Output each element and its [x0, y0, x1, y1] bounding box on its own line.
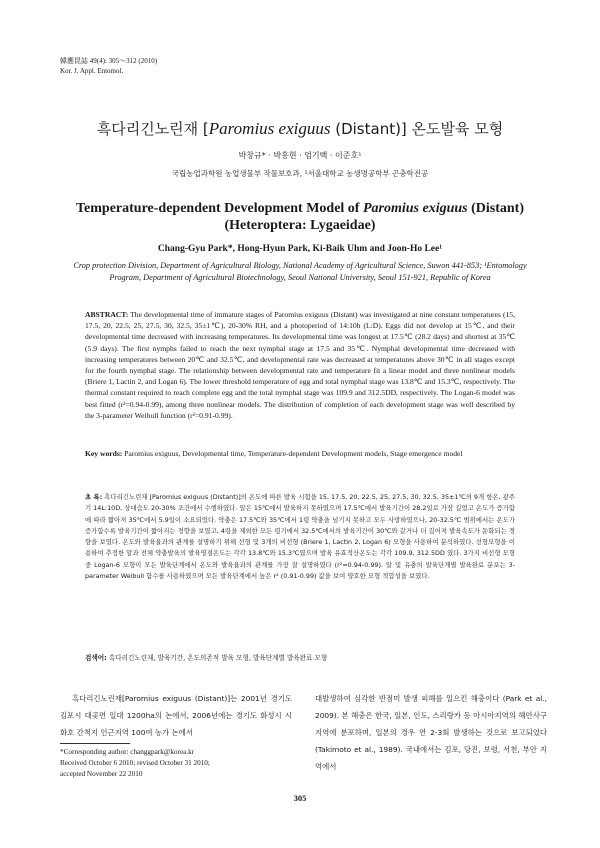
keywords-text: Paromius exiguus, Developmental time, Temperature-dependent Development models, Stage emergence model	[124, 449, 463, 458]
korean-title-after: (Distant)] 온도발육 모형	[330, 120, 504, 138]
corresponding-author: *Corresponding author: changgpark@korea.kr	[60, 748, 195, 756]
received-date: Received October 6 2010; revised October 31 2010;	[60, 758, 210, 767]
body-left-column: 흑다리긴노린재[Paromius exiguus (Distant)]는 2001년 경기도 김포시 대곶면 일대 1200ha의 논에서, 2006년에는 경기도 화성시 시화호 간척지 인근지역 100여 농가 논에서	[60, 694, 292, 737]
korean-abstract-label: 초 록:	[85, 493, 103, 501]
korean-title-before: 흑다리긴노린재 [	[96, 120, 209, 138]
abstract	[85, 309, 515, 421]
english-title-species: Paromius exiguus	[362, 201, 468, 216]
keywords	[85, 448, 515, 459]
accepted-date: accepted November 22 2010	[60, 769, 143, 778]
body-right-column: 대발생하여 심각한 반점미 발생 피해를 일으킨 해충이다 (Park et al., 2009). 본 해충은 한국, 일본, 인도, 스리랑카 등 아시아지역의 해안사구 지역에 분포하며, 일본의 경우 연 2-3회 발생하는 것으로 보고되었다 (Takimoto et al., 1989). 국내에서는 김포, 당진, 보령, 서천, 부안 지역에서	[315, 694, 547, 771]
korean-abstract-text: 흑다리긴노린재 [Paromius exiguus (Distant)]의 온도에 따른 발육 시험을 15, 17.5, 20, 22.5, 25, 27.5, 30, 32.5, 35±1℃의 9개 항온, 광주기 14L:10D, 상대습도 20-30% 조건에서 수행하였다. 알은 15℃에서 발육하지 못하였으며 17.5℃에서 발육기간이 28.2일로 가장 길었고 온도가 증가함에 따라 짧아져 35℃에서 5.9일이 소요되었다. 약충은 17.5℃와 35℃에서 1령 약충을 넘기지 못하고 모두 사망하였으나, 20-32.5℃ 범위에서는 온도가 증가함수록 발육기간이 짧아지는 경향을 보였고, 4령을 제외한 모든 령기에서 32.5℃에서의 발육기간이 30℃와 같거나 더 길어져 발육속도가 둔화되는 경향을 보였다. 온도와 발육율과의 관계를 설명하기 위해 선형 및 3개의 비선형 (Briere 1, Lactin 2, Logan 6) 모형을 사용하여 분석하였다. 선형모형을 이용하여 추정한 알과 전체 약충발육의 발육영점온도는 각각 13.8℃와 15.3℃였으며 발육 유효적산온도는 각각 109.9, 312.5DD 였다. 3가지 비선형 모형 중 Logan-6 모형이 모든 발육단계에서 온도와 발육율과의 관계를 가장 잘 설명하였다 (r²=0.94-0.99). 알 및 유충의 발육단계별 발육완료 분포는 3-parameter Weibull 함수를 사용하였으며 모든 발육단계에서 높은 r² (0.91-0.99) 값을 보여 양호한 모형 적합성을 보였다.	[85, 493, 515, 581]
keywords-label: Key words:	[85, 449, 123, 458]
korean-title-species: Paromius exiguus	[208, 119, 331, 138]
english-title-after: (Distant)	[467, 201, 524, 216]
footnote	[60, 747, 300, 779]
journal-header	[60, 56, 157, 76]
footnote-divider	[60, 743, 130, 744]
english-title-line1	[0, 200, 600, 217]
english-title-before: Temperature-dependent Development Model of	[76, 201, 363, 216]
korean-keywords	[85, 652, 515, 662]
korean-keywords-text: 흑다리긴노린재, 발육기간, 온도의존적 발육 모형, 발육단계별 발육완료 모형	[108, 654, 328, 662]
korean-keywords-label: 검색어:	[85, 654, 107, 662]
korean-affiliation: 국립농업과학원 농업생물부 작물보호과, ¹서울대학교 농생명공학부 곤충학전공	[171, 169, 429, 178]
english-title-line2: (Heteroptera: Lygaeidae)	[224, 218, 376, 233]
english-title	[0, 200, 600, 234]
page-number: 305	[293, 793, 307, 803]
journal-abbrev: Kor. J. Appl. Entomol.	[60, 67, 124, 75]
korean-title	[0, 118, 600, 139]
abstract-text: The developmental time of immature stages of Paromius exiguus (Distant) was investigated at nine constant temperatures (15, 17.5, 20, 22.5, 25, 27.5, 30, 32.5, 35±1℃), 20-30% RH, and a photoperiod of 14:10h (L:D). Eggs did not develop at 15℃, and their developmental time decreased with increasing temperatures. Its developmental time was longest at 17.5℃ (28.2 days) and shortest at 35℃ (5.9 days). The first nymphs failed to reach the next nymphal stage at 17.5 and 35℃. Nymphal developmental time decreased with increasing temperatures between 20℃ and 32.5℃, and developmental rate was decreased at temperatures above 30℃ in all stages except for the fourth nymphal stage. The relationship between developmental rate and temperature fit a linear model and three nonlinear models (Briere 1, Lactin 2, and Logan 6). The lower threshold temperature of egg and total nymphal stage was 13.8℃ and 15.3℃, respectively. The thermal constant required to reach complete egg and the total nymphal stage was 109.9 and 312.5DD, respectively. The Logan-6 model was best fitted (r²=0.94-0.99), among three nonlinear models. The distribution of completion of each development stage was well described by the 3-parameter Weibull function (r²=0.91-0.99).	[85, 310, 515, 420]
korean-abstract	[85, 492, 515, 582]
abstract-label: ABSTRACT:	[85, 310, 129, 319]
korean-authors: 박창규* · 박홍현 · 엄기백 · 이준호¹	[238, 151, 362, 160]
journal-citation: 韓應昆誌 49(4): 305～312 (2010)	[60, 57, 158, 65]
english-affiliation: Crop protection Division, Department of Agricultural Biology, National Academy of Agricultural Science, Suwon 441-853; ¹Entomology Program, Department of Agricultural Biotechnology, Seoul National University, Seoul 151-921, Republic of Korea	[73, 261, 527, 282]
english-authors: Chang-Gyu Park*, Hong-Hyun Park, Ki-Baik Uhm and Joon-Ho Lee¹	[157, 244, 443, 254]
